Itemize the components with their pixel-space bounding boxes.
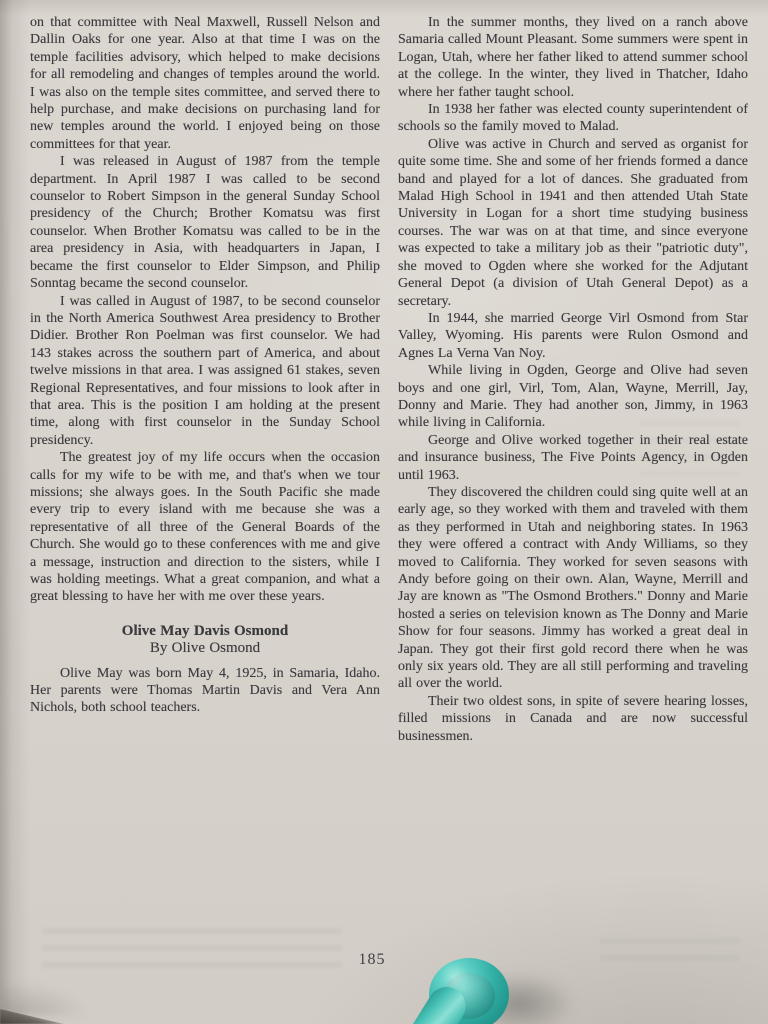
page-corner-shadow	[0, 946, 150, 1016]
paragraph: They discovered the children could sing quite well at an early age, so they worked with them and traveled with them as they performed in Utah and neighboring states. In 1963 they were offered a contract with Andy Williams, so they moved to California. They worked for seven seasons with Andy before going on their own. Alan, Wayne, Merrill and Jay are known as "The Osmond Brothers." Donny and Marie hosted a series on television known as The Donny and Marie Show for four seasons. Jimmy has worked a great deal in Japan. They got their first gold record there when he was only six years old. They are all still performing and traveling all over the world.	[398, 484, 748, 692]
paragraph: I was released in August of 1987 from the temple department. In April 1987 I was called to be second counselor to Robert Simpson in the general Sunday School presidency of the Church; Brother Komatsu was first counselor. When Brother Komatsu was called to be in the area presidency in Asia, with headquarters in Japan, I became the first counselor to Elder Simpson, and Philip Sonntag became the second counselor.	[30, 154, 380, 292]
paragraph: Olive May was born May 4, 1925, in Samaria, Idaho. Her parents were Thomas Martin Davis and Vera Ann Nichols, both school teachers.	[30, 665, 380, 716]
paragraph: on that committee with Neal Maxwell, Russell Nelson and Dallin Oaks for one year. Also at that time I was on the temple facilities advisory, which helped to make decisions for all remodeling and changes of temples around the world. I was also on the temple sites committee, and served there to help purchase, and make decisions on purchasing land for new temples around the world. I enjoyed being on those committees for that year.	[30, 15, 380, 152]
left-column-section-paragraphs	[30, 665, 380, 717]
section-byline: By Olive Osmond	[149, 640, 261, 657]
left-column	[30, 14, 380, 970]
paragraph: I was called in August of 1987, to be second counselor in the North America Southwest Area presidency to Brother Didier. Brother Ron Poelman was first counselor. We had 143 stakes across the southern part of America, and about twelve missions in that area. I was assigned 61 stakes, seven Regional Representatives, and four missions to look after in that area. This is the position I am holding at the present time, along with first counselor in the Sunday School presidency.	[30, 293, 380, 448]
right-column	[398, 14, 748, 970]
paragraph: Their two oldest sons, in spite of severe hearing losses, filled missions in Canada and are now successful businessmen.	[398, 693, 748, 744]
paragraph: While living in Ogden, George and Olive had seven boys and one girl, Virl, Tom, Alan, Wayne, Merrill, Jay, Donny and Marie. They had another son, Jimmy, in 1963 while living in California.	[398, 363, 748, 431]
page-number: 185	[358, 951, 386, 968]
page-content	[30, 14, 748, 970]
paragraph: In 1944, she married George Virl Osmond from Star Valley, Wyoming. His parents were Rulon Osmond and Agnes La Verna Van Noy.	[398, 310, 748, 361]
paragraph: George and Olive worked together in their real estate and insurance business, The Five Points Agency, in Ogden until 1963.	[398, 432, 748, 483]
paragraph: In the summer months, they lived on a ranch above Samaria called Mount Pleasant. Some summers were spent in Logan, Utah, where her father liked to attend summer school at the college. In the winter, they lived in Thatcher, Idaho where her father taught school.	[398, 15, 748, 100]
section-heading-block	[30, 623, 380, 658]
left-column-continuation-paragraphs	[30, 14, 380, 606]
section-title: Olive May Davis Osmond	[121, 622, 289, 639]
paragraph: The greatest joy of my life occurs when the occasion calls for my wife to be with me, and that's when we tour missions; she always goes. In the South Pacific she made every trip to every island with me because she was a representative of all three of the General Boards of the Church. She would go to these conferences with me and give a message, instruction and direction to the sisters, while I was holding meetings. What a great companion, and what a great blessing to have her with me over these years.	[30, 450, 380, 605]
paragraph: In 1938 her father was elected county superintendent of schools so the family moved to Malad.	[398, 102, 748, 135]
paragraph: Olive was active in Church and served as organist for quite some time. She and some of her friends formed a dance band and played for a lot of dances. She graduated from Malad High School in 1941 and then attended Utah State University in Logan for a short time studying business courses. The war was on at that time, and since everyone was expected to take a military job as their "patriotic duty", she moved to Ogden where she worked for the Adjutant General Depot (a division of Utah General Depot) as a secretary.	[398, 136, 748, 309]
